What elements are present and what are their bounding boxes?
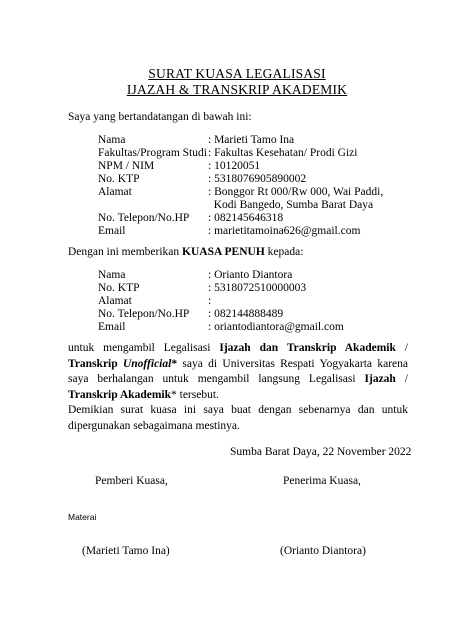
power-intro-bold: KUASA PENUH: [182, 246, 265, 258]
purpose-text: /: [395, 342, 408, 354]
power-intro: [68, 245, 408, 261]
power-intro-after: kepada:: [264, 246, 304, 258]
field-label: No. KTP: [98, 282, 140, 294]
purpose-bold-italic: Unofficial: [122, 357, 172, 370]
giver-name-signature: (Marieti Tamo Ina): [82, 545, 170, 557]
field-value: :: [208, 295, 212, 307]
purpose-bold: Ijazah: [364, 373, 396, 385]
field-label: Fakultas/Program Studi: [98, 147, 207, 159]
field-label: Alamat: [98, 295, 132, 307]
receiver-name-signature: (Orianto Diantora): [280, 545, 366, 557]
intro-text: Saya yang bertandatangan di bawah ini:: [68, 111, 252, 123]
purpose-bold: Transkrip Akademik: [68, 388, 171, 401]
field-value: : Bonggor Rt 000/Rw 000, Wai Paddi,: [208, 186, 384, 198]
field-label: Alamat: [98, 186, 132, 198]
field-value: : Fakultas Kesehatan/ Prodi Gizi: [208, 147, 358, 159]
purpose-text: untuk mengambil Legalisasi: [68, 342, 220, 354]
field-value: : 10120051: [208, 160, 261, 172]
field-label: NPM / NIM: [98, 160, 155, 172]
purpose-text: saya di Universitas Respati Yogyakarta karena saya berhalangan untuk mengambil langsung Legalisasi: [68, 357, 408, 385]
field-label: No. Telepon/No.HP: [98, 308, 190, 320]
power-intro-before: Dengan ini memberikan: [68, 246, 183, 258]
receiver-signature-label: Penerima Kuasa,: [283, 475, 361, 487]
purpose-bold: Transkrip: [68, 357, 123, 370]
field-label: Nama: [98, 269, 126, 281]
title-line-1: SURAT KUASA LEGALISASI: [148, 66, 326, 81]
field-value: Kodi Bangedo, Sumba Barat Daya: [208, 199, 374, 211]
purpose-paragraph: [68, 341, 408, 403]
field-value: : marietitamoina626@gmail.com: [208, 225, 361, 237]
field-value: : 5318076905890002: [208, 173, 307, 185]
field-value: : Orianto Diantora: [208, 269, 293, 281]
field-label: No. KTP: [98, 173, 140, 185]
closing-paragraph: Demikian surat kuasa ini saya buat dengan sebenarnya dan untuk dipergunakan sebagaimana mestinya.: [68, 404, 408, 432]
purpose-bold: *: [171, 357, 178, 370]
purpose-text: * tersebut.: [171, 388, 219, 401]
field-label: Email: [98, 321, 126, 333]
letter-date: Sumba Barat Daya, 22 November 2022: [230, 446, 412, 458]
field-value: : 5318072510000003: [208, 282, 307, 294]
purpose-bold: Ijazah dan Transkrip Akademik: [219, 342, 396, 354]
field-label: Nama: [98, 134, 126, 146]
field-label: No. Telepon/No.HP: [98, 212, 190, 224]
materai-label: Materai: [68, 512, 97, 522]
field-value: : oriantodiantora@gmail.com: [208, 321, 344, 333]
field-value: : Marieti Tamo Ina: [208, 134, 295, 146]
field-value: : 082145646318: [208, 212, 284, 224]
purpose-text: /: [395, 373, 408, 385]
field-value: : 082144888489: [208, 308, 284, 320]
field-label: Email: [98, 225, 126, 237]
giver-signature-label: Pemberi Kuasa,: [95, 475, 168, 487]
title-line-2: IJAZAH & TRANSKRIP AKADEMIK: [126, 82, 348, 97]
